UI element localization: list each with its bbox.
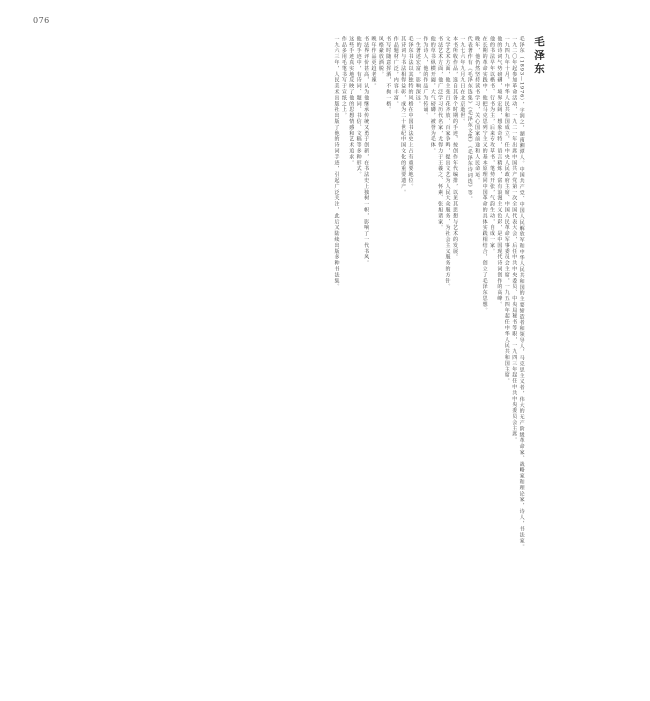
paragraph: 这些手迹真实地反映了他的思想情感和艺术追求。 bbox=[348, 36, 355, 166]
paragraph: 一九二〇年起参加革命活动，一九二一年出席中国共产党第一次全国代表大会，后任中共中央委员、中央局秘书等职，一九四三年起任中共中央委员会主席。 bbox=[511, 36, 518, 444]
paragraph: 作品多用毛笔书写于宣纸之上。 bbox=[340, 36, 347, 119]
paragraph: 他的草书纵横开阖，大气磅礴，被誉为毛体。 bbox=[429, 36, 436, 154]
paragraph: 作品题材广泛，内容丰富。 bbox=[392, 36, 399, 107]
paragraph: 代表著作有《毛泽东选集》《毛泽东文集》《毛泽东诗词选》等。 bbox=[466, 36, 473, 203]
paragraph: 毛泽东书法以其独特的风格在中国书法史上占有重要地位。 bbox=[407, 36, 414, 190]
paragraph: 一生著述宏富，影响深远。 bbox=[414, 36, 421, 107]
paragraph: 风格豪放洒脱。 bbox=[377, 36, 384, 78]
paragraph: 本书所收作品，选自其各个时期的手迹，按创作年代编排，以见其思想与艺术的发展。 bbox=[451, 36, 458, 261]
paragraph: 晚年，他仍然坚持读书学习，关心国家前途和人民命运。 bbox=[474, 36, 481, 184]
paragraph: 一九七六年九月九日在北京逝世。 bbox=[459, 36, 466, 125]
paragraph: 毛泽东（1893—1976），字润之，湖南湘潭人。中国共产党、中国人民解放军和中华人民共和国的主要缔造者和领导人，马克思主义者，伟大的无产阶级革命家、战略家和理论家，诗人，书法家。 bbox=[518, 36, 525, 550]
paragraph: 书法界评价甚高，认为他继承传统又勇于创新，在书法史上独树一帜，影响了一代书风。 bbox=[363, 36, 370, 267]
paragraph: 一九六三年，人民美术出版社出版了他的诗词手迹，引起广泛关注，此后又陆续出版多种书法集。 bbox=[333, 36, 340, 290]
page-title: 毛泽东 bbox=[533, 36, 545, 77]
paragraph: 书法艺术方面，他广泛学习历代名家，尤得力于王羲之、怀素、张旭诸家。 bbox=[437, 36, 444, 231]
paragraph: 在长期的革命实践中，他把马克思列宁主义的基本原理同中国革命的具体实践相结合，创立了毛泽东思想。 bbox=[481, 36, 488, 314]
paragraph: 书写时随意挥洒，不拘一格。 bbox=[385, 36, 392, 113]
paragraph: 文学艺术方面，他主张百花齐放、百家争鸣，提出文艺为人民大众服务、为社会主义服务的方针。 bbox=[444, 36, 451, 290]
paragraph: 他的诗词气势磅礴，境界宏阔，想象奇特，语言精炼，富有浪漫主义色彩，是中国现代诗词创作的高峰。 bbox=[496, 36, 503, 308]
vertical-text-column bbox=[332, 36, 545, 656]
paragraph: 其诗词与书法相得益彰，成为二十世纪中国文化的重要遗产。 bbox=[400, 36, 407, 196]
paragraph: 他的手迹中，有诗词、题词、书信、文稿等多种形式。 bbox=[355, 36, 362, 178]
paragraph: 晚年作品更趋老辣。 bbox=[370, 36, 377, 90]
paragraph: 他的书法早年以楷书、行书为主，后来专攻草书，笔势开张，气韵生动，自成一家。 bbox=[488, 36, 495, 255]
paragraph: 一九四九年十月，中华人民共和国成立，任中央人民政府主席、中国人民革命军事委员会主席，一九五四年起任中华人民共和国主席。 bbox=[503, 36, 510, 385]
paragraph: 作为诗人，他的作品广为传诵。 bbox=[422, 36, 429, 119]
page-number: 076 bbox=[33, 16, 50, 25]
